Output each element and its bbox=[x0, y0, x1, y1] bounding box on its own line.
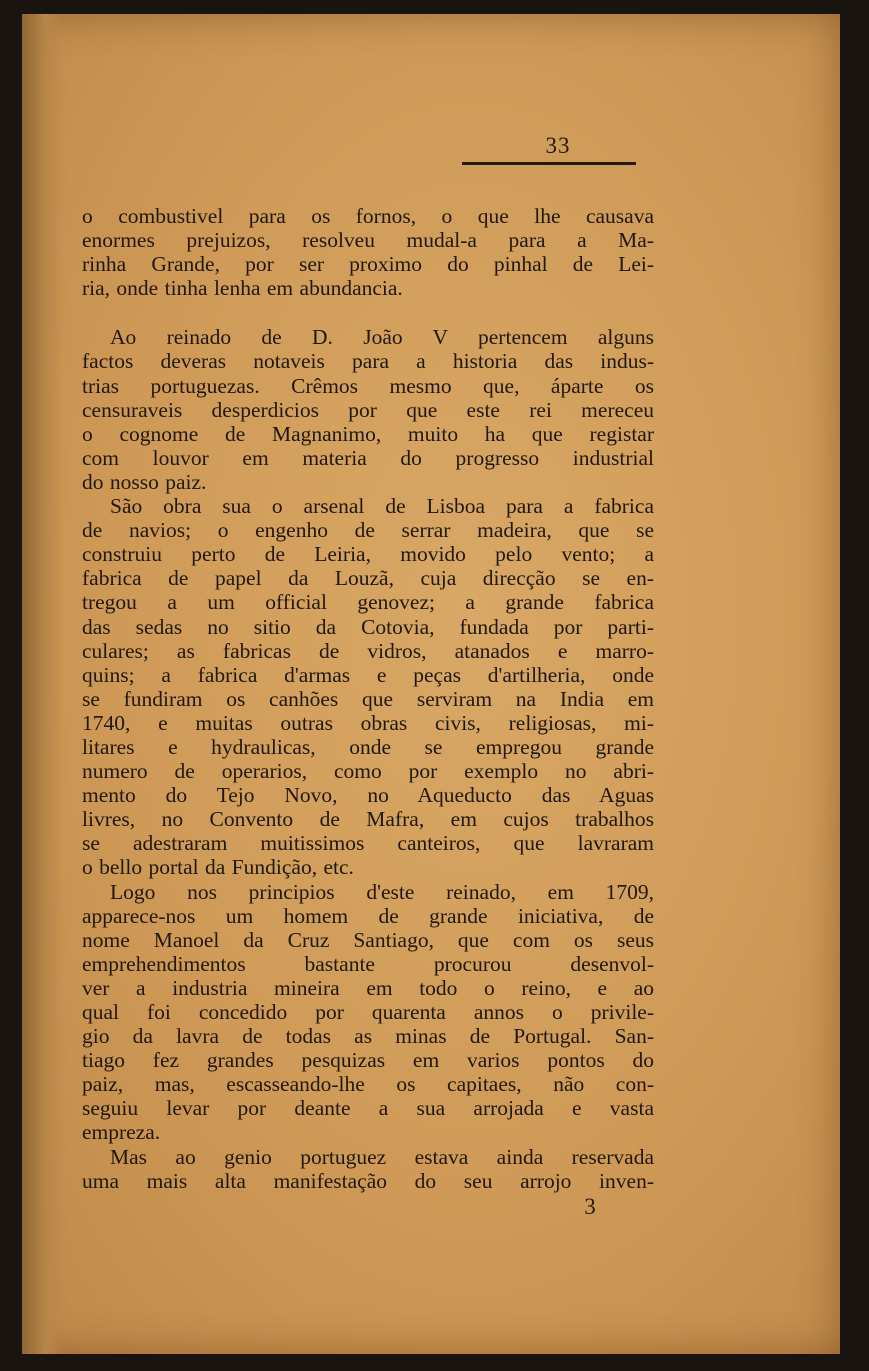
text-line: empreza. bbox=[82, 1120, 161, 1145]
text-line: ver a industria mineira em todo o reino, e ao bbox=[82, 975, 654, 1000]
text-line: tiago fez grandes pesquizas em varios pontos do bbox=[82, 1048, 654, 1073]
text-line: nome Manoel da Cruz Santiago, que com os seus bbox=[82, 927, 654, 952]
text-line: construiu perto de Leiria, movido pelo vento; a bbox=[82, 542, 654, 567]
text-line: qual foi concedido por quarenta annos o privile- bbox=[82, 1000, 654, 1024]
text-line: apparece-nos um homem de grande iniciativa, de bbox=[82, 903, 654, 928]
signature-mark: 3 bbox=[584, 1194, 596, 1219]
text-line: uma mais alta manifestação do seu arrojo inven- bbox=[82, 1168, 654, 1193]
text-line: ria, onde tinha lenha em abundancia. bbox=[82, 276, 403, 301]
text-line: São obra sua o arsenal de Lisboa para a fabrica bbox=[110, 494, 654, 519]
text-line: livres, no Convento de Mafra, em cujos trabalhos bbox=[82, 807, 654, 832]
text-line: Mas ao genio portuguez estava ainda reservada bbox=[110, 1144, 654, 1169]
text-line: culares; as fabricas de vidros, atanados e marro- bbox=[82, 638, 654, 663]
text-line: o combustivel para os fornos, o que lhe causava bbox=[82, 204, 654, 228]
text-line: mento do Tejo Novo, no Aqueducto das Aguas bbox=[82, 783, 654, 808]
text-line: paiz, mas, escasseando-lhe os capitaes, não con- bbox=[82, 1072, 654, 1097]
text-line: o cognome de Magnanimo, muito ha que registar bbox=[82, 421, 654, 446]
text-line: trias portuguezas. Crêmos mesmo que, áparte os bbox=[82, 373, 654, 398]
text-line: Ao reinado de D. João V pertencem alguns bbox=[110, 325, 654, 350]
text-line: emprehendimentos bastante procurou desenvol- bbox=[82, 951, 654, 976]
text-line: 1740, e muitas outras obras civis, religiosas, mi- bbox=[82, 710, 654, 735]
book-page bbox=[22, 14, 840, 1354]
text-line: das sedas no sitio da Cotovia, fundada por parti- bbox=[82, 614, 654, 639]
text-line: numero de operarios, como por exemplo no abri- bbox=[82, 759, 654, 784]
text-line: se adestraram muitissimos canteiros, que lavraram bbox=[82, 831, 654, 856]
text-line: do nosso paiz. bbox=[82, 469, 207, 494]
text-line: de navios; o engenho de serrar madeira, que se bbox=[82, 518, 654, 543]
text-line: censuraveis desperdicios por que este rei mereceu bbox=[82, 397, 654, 422]
page-number: 33 bbox=[545, 133, 571, 158]
text-line: Logo nos principios d'este reinado, em 1709, bbox=[110, 879, 654, 904]
header-rule bbox=[462, 162, 636, 165]
text-line: fabrica de papel da Louzã, cuja direcção se en- bbox=[82, 566, 654, 591]
text-line: seguiu levar por deante a sua arrojada e vasta bbox=[82, 1096, 654, 1121]
text-line: tregou a um official genovez; a grande fabrica bbox=[82, 590, 654, 615]
text-line: factos deveras notaveis para a historia das indus- bbox=[82, 349, 654, 374]
text-line: litares e hydraulicas, onde se empregou grande bbox=[82, 734, 654, 759]
page-binding-edge bbox=[22, 14, 62, 1354]
body-text bbox=[82, 204, 654, 1193]
text-line: com louvor em materia do progresso industrial bbox=[82, 445, 654, 470]
text-line: enormes prejuizos, resolveu mudal-a para a Ma- bbox=[82, 228, 654, 253]
text-line: rinha Grande, por ser proximo do pinhal de Lei- bbox=[82, 252, 654, 277]
text-line: quins; a fabrica d'armas e peças d'artilheria, onde bbox=[82, 662, 654, 687]
text-line: o bello portal da Fundição, etc. bbox=[82, 855, 354, 880]
text-line: gio da lavra de todas as minas de Portugal. San- bbox=[82, 1024, 654, 1049]
text-line: se fundiram os canhões que serviram na India em bbox=[82, 686, 654, 711]
